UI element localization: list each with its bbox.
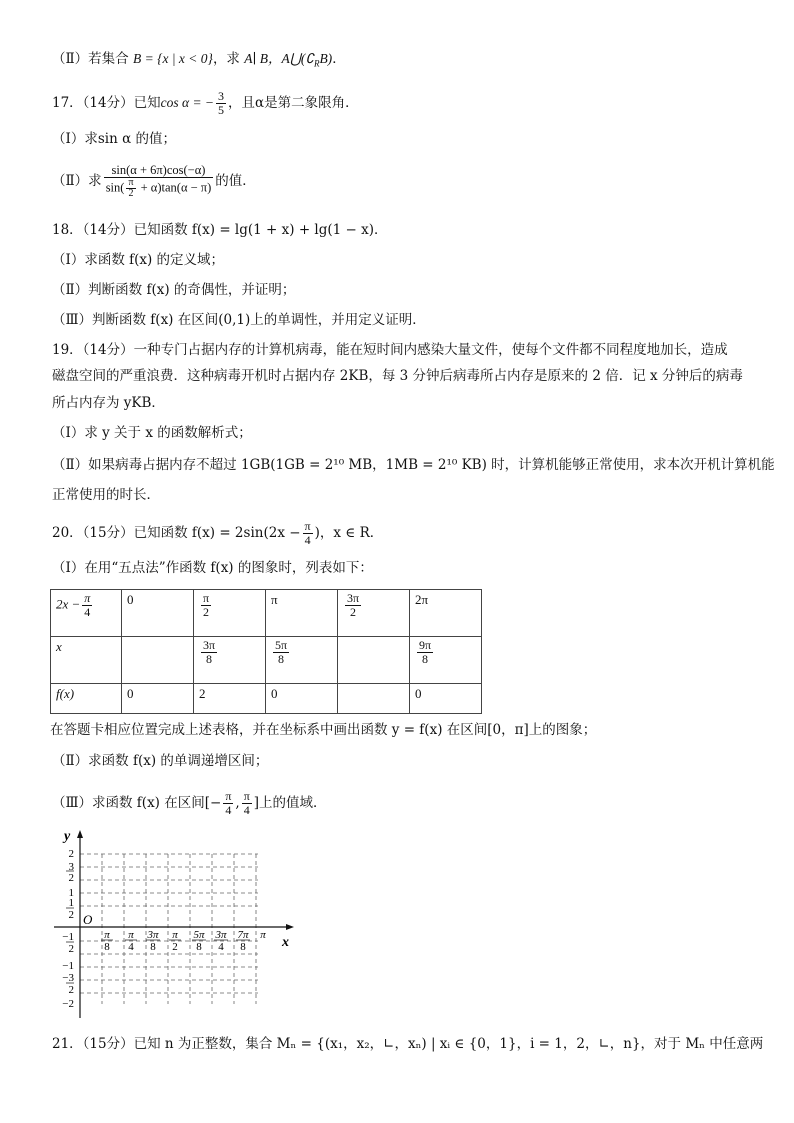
svg-text:4: 4 [128,941,134,953]
y-axis-arrow [77,830,83,838]
svg-text:7π: 7π [237,929,249,941]
five-point-table [50,589,482,714]
big-fraction: sin(α + 6π)cos(−α) sin( $\frac{\pi}{2}$ + α)tan(α − π) [105,163,212,199]
svg-text:π: π [128,929,134,941]
origin-label: O [83,912,93,927]
table-cell: 2 [194,684,266,714]
svg-text:8: 8 [104,941,110,953]
table-cell: 0 [410,684,482,714]
y-tick-labels [62,848,74,1010]
svg-text:π: π [172,929,178,941]
table-row [51,684,482,714]
table-cell: π [266,590,338,637]
x-axis-label: x [282,935,289,950]
table-cell: $\frac{5\pi}{8}$ [266,637,338,684]
table-cell: 0 [122,590,194,637]
q20-part2: （Ⅱ）求函数 f(x) 的单调递增区间； [52,753,269,769]
fraction: $\frac{\pi}{4}$ [304,519,311,547]
table-row [51,590,482,637]
table-cell: $\frac{\pi}{2}$ [194,590,266,637]
q19-stem-1: 19．（14分）一种专门占据内存的计算机病毒，能在短时间内感染大量文件，使每个文件都不同程度地加长，造成 [52,342,728,358]
svg-text:5π: 5π [193,929,205,941]
table-row [51,637,482,684]
x-tick-pi-4 [125,929,137,953]
table-cell: f(x) [51,684,122,714]
q18-part3: （Ⅲ）判断函数 f(x) 在区间(0,1)上的单调性，并用定义证明． [52,312,426,328]
table-cell: $\frac{9\pi}{8}$ [410,637,482,684]
x-tick-pi [260,929,266,941]
svg-text:π: π [104,929,110,941]
table-cell [338,637,410,684]
q17-part2: （Ⅱ）求 sin(α + 6π)cos(−α) sin( $\frac{\pi}{2}$ + α)tan(α − π) 的值． [52,163,256,199]
y-tick-1/2: 1 [68,897,74,909]
q19-stem-2: 磁盘空间的严重浪费．这种病毒开机时占据内存 2KB，每 3 分钟后病毒所占内存是原来的 2 倍．记 x 分钟后的病毒 [52,368,743,384]
table-cell: $\frac{3\pi}{8}$ [194,637,266,684]
x-axis-arrow [286,924,294,930]
table-cell: x [51,637,122,684]
fraction: $\frac{3}{5}$ [218,89,225,117]
y-tick-1: 1 [68,887,74,899]
q18-part2: （Ⅱ）判断函数 f(x) 的奇偶性，并证明； [52,282,296,298]
table-cell [338,684,410,714]
q17-part1: （Ⅰ）求sin α 的值； [52,131,176,147]
q19-part1: （Ⅰ）求 y 关于 x 的函数解析式； [52,425,252,441]
table-cell: 0 [122,684,194,714]
svg-text:π: π [260,929,266,941]
table-cell: 0 [266,684,338,714]
svg-text:2: 2 [68,943,74,955]
table-cell: 2x − $\frac{\pi}{4}$ [51,590,122,637]
svg-text:8: 8 [196,941,202,953]
svg-text:8: 8 [240,941,246,953]
q20-stem: 20．（15分）已知函数 f(x) = 2sin(2x − $\frac{\pi}{4}$ )，x ∈ R． [52,519,384,547]
q19-part2-2: 正常使用的时长． [52,487,160,503]
svg-text:3π: 3π [215,929,227,941]
y-tick--1: −1 [62,960,74,972]
y-tick-2: 2 [68,848,74,860]
svg-text:2: 2 [68,872,74,884]
svg-text:2: 2 [68,909,74,921]
q17-stem: 17．（14分）已知cos α = − $\frac{3}{5}$ ，且α是第二象限角． [52,89,359,117]
svg-text:2: 2 [68,984,74,996]
table-cell: $\frac{3\pi}{2}$ [338,590,410,637]
y-axis-label: y [64,829,71,844]
q18-part1: （Ⅰ）求函数 f(x) 的定义域； [52,252,225,268]
x-tick-7pi-8 [236,929,250,953]
y-tick--3/2: −3 [62,972,74,984]
q19-stem-3: 所占内存为 yKB． [52,395,165,411]
y-tick-3/2: 3 [68,861,74,873]
svg-text:8: 8 [150,941,156,953]
svg-text:3π: 3π [147,929,159,941]
y-tick--2: −2 [62,998,74,1010]
svg-text:2: 2 [172,941,178,953]
svg-text:4: 4 [218,941,224,953]
table-cell [122,637,194,684]
q19-part2-1: （Ⅱ）如果病毒占据内存不超过 1GB(1GB = 2¹⁰ MB，1MB = 2¹⁰ KB) 时，计算机能够正常使用，求本次开机计算机能 [52,457,775,473]
q16-part2: （Ⅱ）若集合 B = {x | x < 0}，求 A∣ B，$A⋃(∁_RB)$． [52,51,346,69]
coordinate-grid [50,826,310,1026]
q20-part1: （Ⅰ）在用“五点法”作函数 f(x) 的图象时，列表如下： [52,560,373,576]
table-cell: 2π [410,590,482,637]
q21-stem: 21．（15分）已知 n 为正整数，集合 Mₙ = {(x₁，x₂，∟，xₙ) | xᵢ ∈ {0，1}，i = 1，2，∟，n}，对于 Mₙ 中任意两 [52,1036,764,1052]
q20-instruction: 在答题卡相应位置完成上述表格，并在坐标系中画出函数 y = f(x) 在区间[0，π]上的图象； [50,722,597,738]
q18-stem: 18．（14分）已知函数 f(x) = lg(1 + x) + lg(1 − x)． [52,222,388,238]
y-tick--1/2: −1 [62,931,74,943]
q20-part3: （Ⅲ）求函数 f(x) 在区间[− $\frac{\pi}{4}$ , $\frac{\pi}{4}$ ]上的值域． [52,789,327,817]
